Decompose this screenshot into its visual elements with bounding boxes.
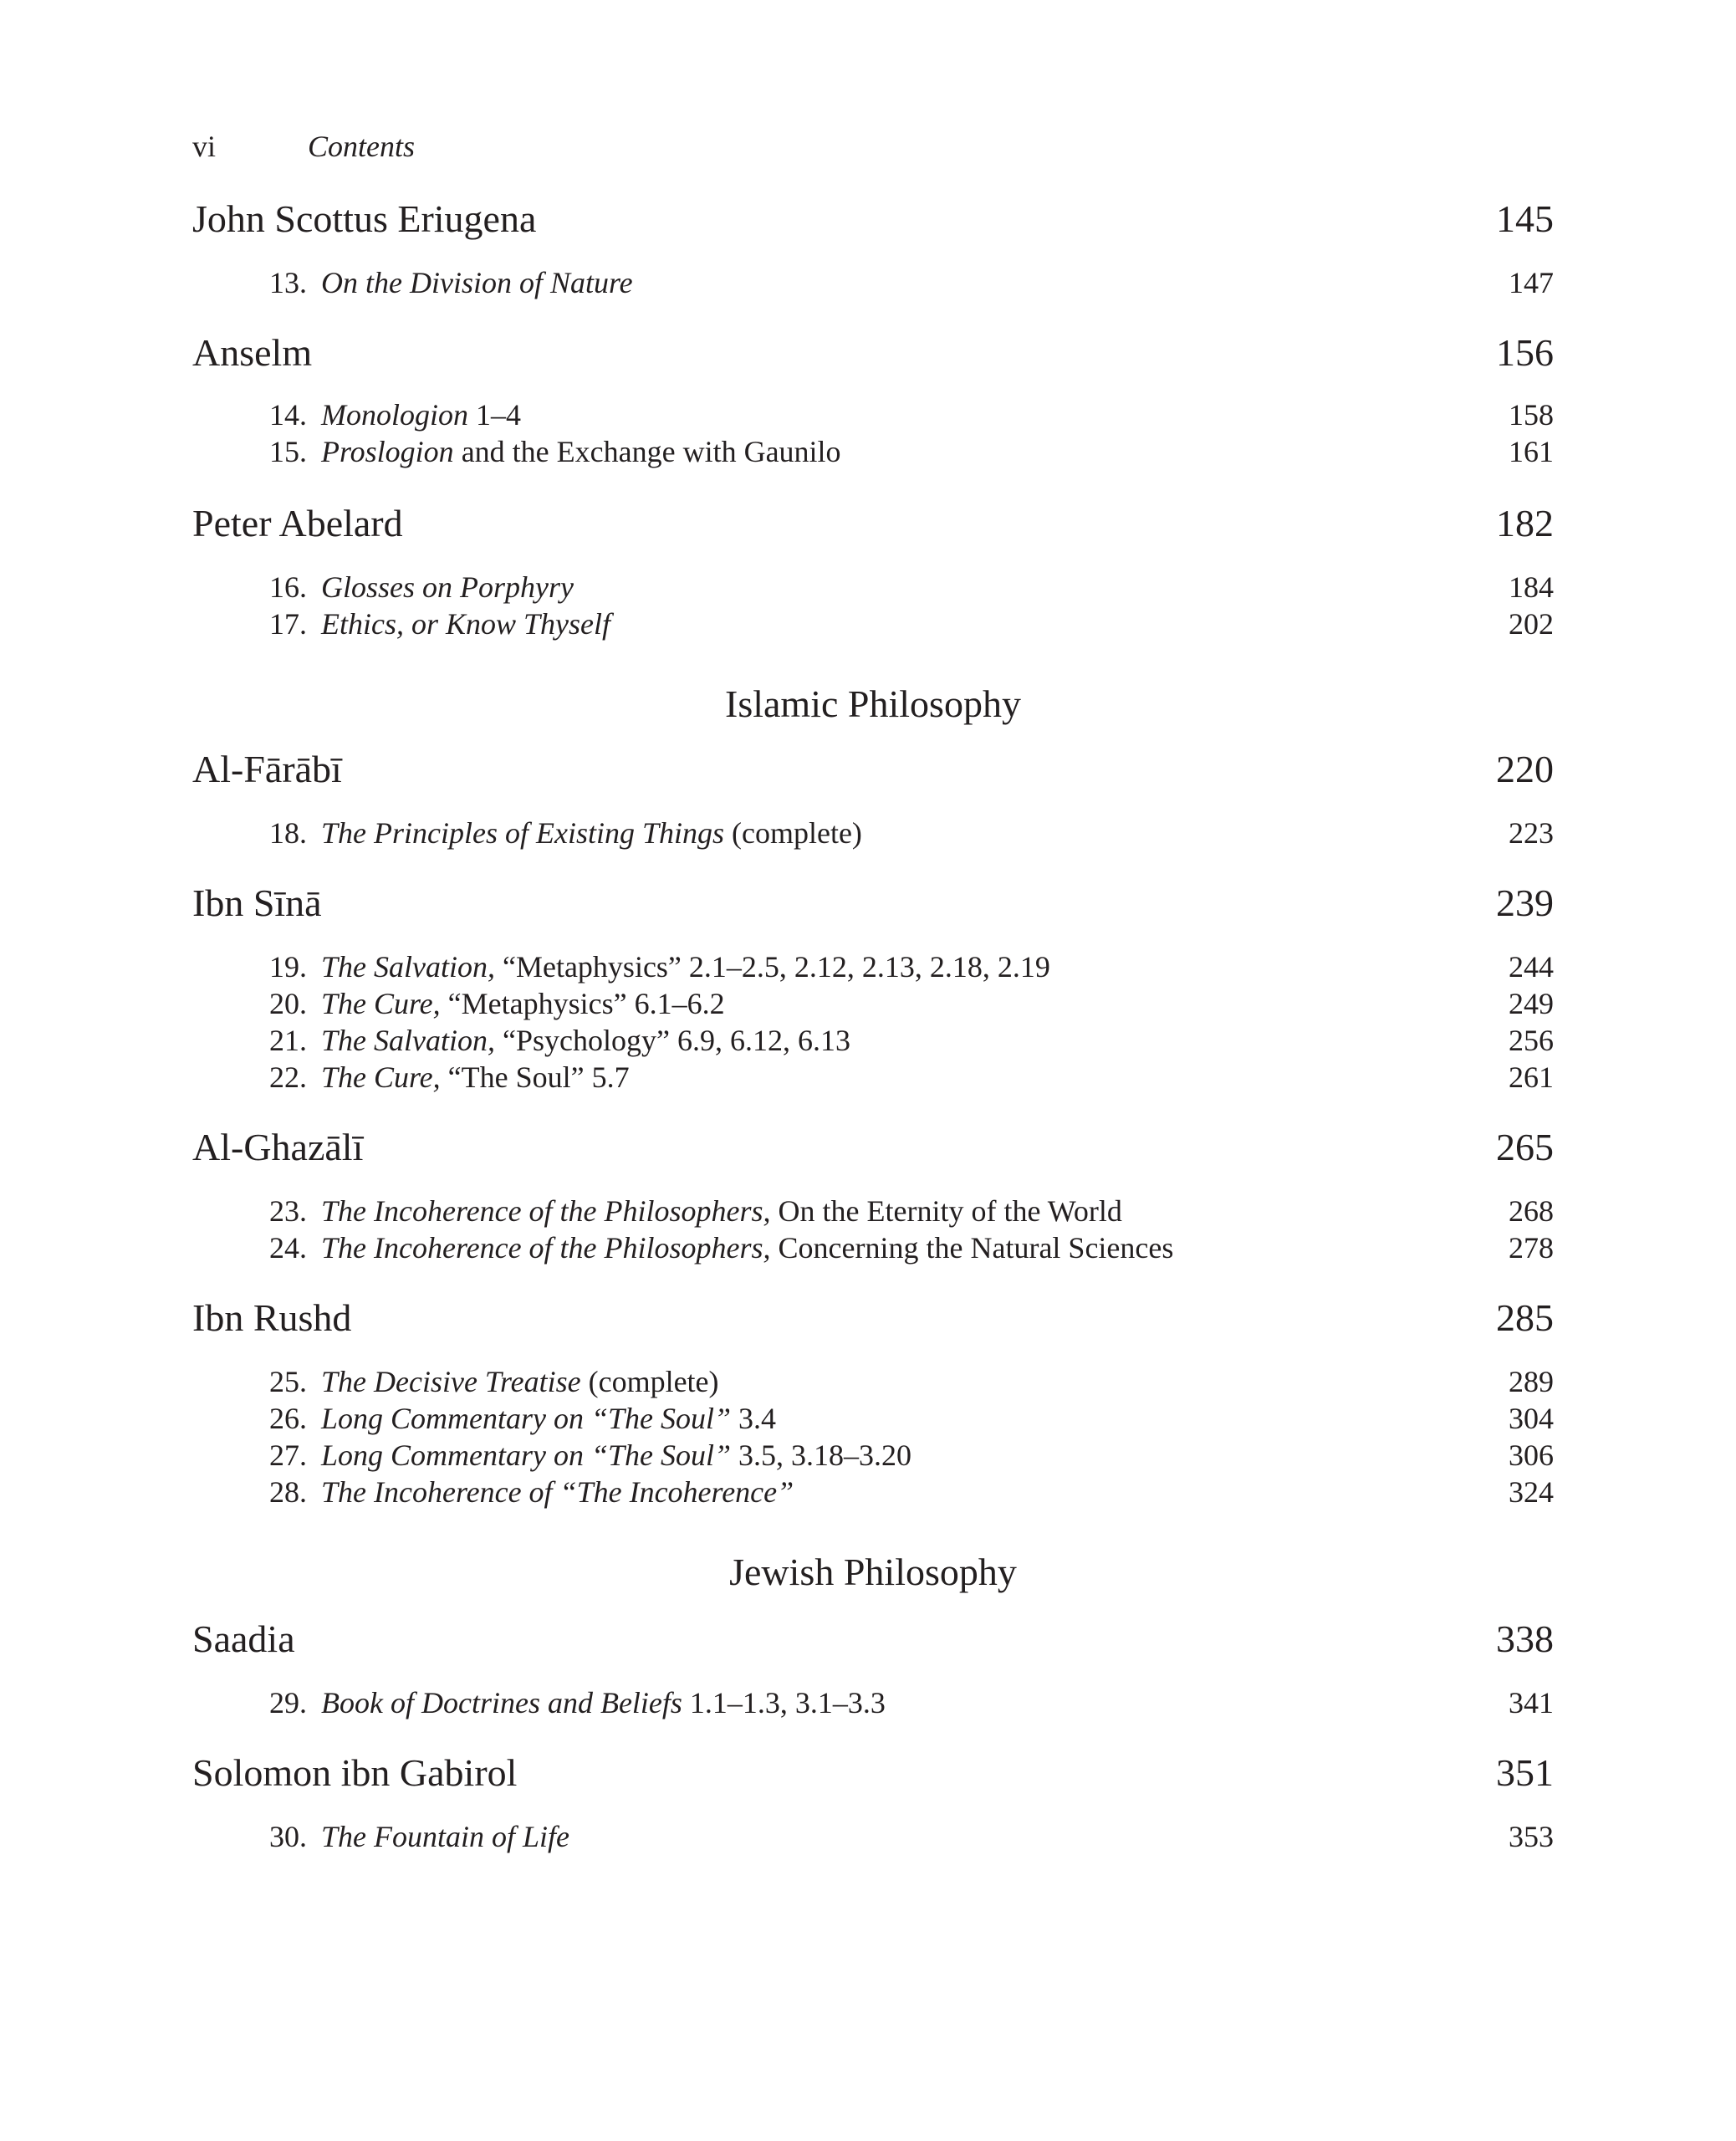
- author-name: Solomon ibn Gabirol: [192, 1751, 518, 1794]
- entry-number: 26.: [269, 1402, 307, 1435]
- entry-title: [321, 1400, 776, 1437]
- author-name: Saadia: [192, 1617, 295, 1660]
- entry-title: [321, 569, 574, 606]
- entry-number: 20.: [269, 987, 307, 1020]
- entry-number: 14.: [269, 398, 307, 432]
- entry-title-italic: The Incoherence of the Philosophers,: [321, 1194, 771, 1228]
- entry-number: 28.: [269, 1475, 307, 1509]
- author-page-number: 265: [1496, 1126, 1554, 1168]
- toc-entry[interactable]: [269, 606, 1554, 642]
- entry-title: [321, 433, 841, 470]
- toc-entry[interactable]: [269, 985, 1554, 1022]
- author-page-number: 338: [1496, 1617, 1554, 1660]
- entry-number: 17.: [269, 607, 307, 641]
- entry-title-roman: “Metaphysics” 2.1–2.5, 2.12, 2.13, 2.18, 2.19: [494, 950, 1050, 984]
- entry-page-number: 353: [1509, 1820, 1554, 1853]
- entry-title-italic: The Fountain of Life: [321, 1820, 569, 1853]
- entry-number: 19.: [269, 950, 307, 984]
- entry-title-italic: The Incoherence of the Philosophers,: [321, 1231, 771, 1265]
- entry-title: [321, 1022, 850, 1059]
- entry-title-roman: 1–4: [468, 398, 521, 432]
- entry-title-italic: Proslogion: [321, 435, 454, 468]
- entry-number: 25.: [269, 1365, 307, 1398]
- page-folio: vi: [192, 130, 217, 163]
- entry-title-roman: On the Eternity of the World: [770, 1194, 1122, 1228]
- entry-page-number: 244: [1509, 950, 1554, 984]
- author-name: Peter Abelard: [192, 502, 403, 544]
- entry-title: [321, 1193, 1122, 1229]
- entry-title-italic: Long Commentary on “The Soul”: [321, 1402, 732, 1435]
- entry-title-italic: The Cure,: [321, 1060, 441, 1094]
- entry-title-italic: The Incoherence of “The Incoherence”: [321, 1475, 794, 1509]
- toc-entry[interactable]: [269, 815, 1554, 851]
- entry-page-number: 256: [1509, 1024, 1554, 1057]
- toc-entry[interactable]: [269, 433, 1554, 470]
- entry-title-roman: “Psychology” 6.9, 6.12, 6.13: [494, 1024, 850, 1057]
- entry-title-italic: Monologion: [321, 398, 468, 432]
- entry-title-italic: Glosses on Porphyry: [321, 570, 574, 604]
- entry-title: [321, 264, 633, 301]
- section-heading: Jewish Philosophy: [729, 1551, 1017, 1593]
- entry-title-italic: On the Division of Nature: [321, 266, 633, 299]
- author-heading[interactable]: [192, 878, 1554, 928]
- author-name: Al-Ghazālī: [192, 1126, 364, 1168]
- toc-entry[interactable]: [269, 1193, 1554, 1229]
- entry-title: [321, 1059, 630, 1096]
- entry-title-roman: 3.4: [731, 1402, 777, 1435]
- author-heading[interactable]: [192, 1748, 1554, 1798]
- author-page-number: 220: [1496, 748, 1554, 790]
- entry-page-number: 158: [1509, 398, 1554, 432]
- entry-title-italic: Ethics, or Know Thyself: [321, 607, 611, 641]
- entry-title-italic: Book of Doctrines and Beliefs: [321, 1686, 682, 1719]
- entry-title-roman: (complete): [580, 1365, 719, 1398]
- entry-number: 15.: [269, 435, 307, 468]
- entry-page-number: 268: [1509, 1194, 1554, 1228]
- author-heading[interactable]: [192, 498, 1554, 549]
- entry-title: [321, 1684, 886, 1721]
- entry-number: 24.: [269, 1231, 307, 1265]
- entry-page-number: 306: [1509, 1438, 1554, 1472]
- entry-title-italic: The Cure,: [321, 987, 441, 1020]
- running-head: [192, 125, 415, 167]
- entry-page-number: 184: [1509, 570, 1554, 604]
- entry-title-italic: The Decisive Treatise: [321, 1365, 581, 1398]
- author-heading[interactable]: [192, 744, 1554, 795]
- toc-entry[interactable]: [269, 1022, 1554, 1059]
- author-heading[interactable]: [192, 194, 1554, 244]
- entry-page-number: 278: [1509, 1231, 1554, 1265]
- entry-title: [321, 396, 521, 433]
- entry-title: [321, 985, 725, 1022]
- entry-page-number: 341: [1509, 1686, 1554, 1719]
- entry-page-number: 161: [1509, 435, 1554, 468]
- author-page-number: 145: [1496, 197, 1554, 240]
- entry-title-roman: 3.5, 3.18–3.20: [731, 1438, 912, 1472]
- entry-title-roman: 1.1–1.3, 3.1–3.3: [682, 1686, 886, 1719]
- toc-entry[interactable]: [269, 1400, 1554, 1437]
- toc-entry[interactable]: [269, 1363, 1554, 1400]
- toc-entry[interactable]: [269, 264, 1554, 301]
- entry-number: 21.: [269, 1024, 307, 1057]
- entry-number: 18.: [269, 816, 307, 850]
- entry-page-number: 289: [1509, 1365, 1554, 1398]
- author-name: Ibn Rushd: [192, 1296, 352, 1339]
- entry-page-number: 261: [1509, 1060, 1554, 1094]
- entry-title-roman: (complete): [724, 816, 862, 850]
- entry-title: [321, 1363, 719, 1400]
- entry-number: 23.: [269, 1194, 307, 1228]
- author-name: Ibn Sīnā: [192, 881, 322, 924]
- entry-number: 30.: [269, 1820, 307, 1853]
- entry-page-number: 202: [1509, 607, 1554, 641]
- entry-title-roman: Concerning the Natural Sciences: [770, 1231, 1174, 1265]
- author-page-number: 156: [1496, 331, 1554, 374]
- toc-entry[interactable]: [269, 1818, 1554, 1855]
- entry-title: [321, 1818, 569, 1855]
- entry-title: [321, 1474, 794, 1510]
- toc-entry[interactable]: [269, 1474, 1554, 1510]
- entry-title: [321, 1229, 1173, 1266]
- entry-number: 27.: [269, 1438, 307, 1472]
- entry-page-number: 324: [1509, 1475, 1554, 1509]
- entry-page-number: 223: [1509, 816, 1554, 850]
- toc-entry[interactable]: [269, 948, 1554, 985]
- section-heading: Islamic Philosophy: [725, 682, 1021, 725]
- author-name: Anselm: [192, 331, 313, 374]
- entry-title-italic: The Principles of Existing Things: [321, 816, 724, 850]
- entry-number: 29.: [269, 1686, 307, 1719]
- toc-entry[interactable]: [269, 1437, 1554, 1474]
- entry-number: 13.: [269, 266, 307, 299]
- entry-title: [321, 606, 610, 642]
- toc-entry[interactable]: [269, 569, 1554, 606]
- entry-title: [321, 948, 1050, 985]
- author-page-number: 182: [1496, 502, 1554, 544]
- author-page-number: 239: [1496, 881, 1554, 924]
- entry-page-number: 147: [1509, 266, 1554, 299]
- author-page-number: 285: [1496, 1296, 1554, 1339]
- toc-entry[interactable]: [269, 1684, 1554, 1721]
- author-heading[interactable]: [192, 328, 1554, 378]
- entry-title-italic: The Salvation,: [321, 1024, 495, 1057]
- author-page-number: 351: [1496, 1751, 1554, 1794]
- author-name: John Scottus Eriugena: [192, 197, 537, 240]
- entry-number: 22.: [269, 1060, 307, 1094]
- author-heading[interactable]: [192, 1614, 1554, 1664]
- running-head-title: Contents: [308, 130, 416, 163]
- entry-title-italic: Long Commentary on “The Soul”: [321, 1438, 732, 1472]
- entry-title-roman: “The Soul” 5.7: [440, 1060, 630, 1094]
- toc-entry[interactable]: [269, 1059, 1554, 1096]
- entry-title: [321, 815, 862, 851]
- author-heading[interactable]: [192, 1122, 1554, 1173]
- entry-title: [321, 1437, 911, 1474]
- entry-page-number: 304: [1509, 1402, 1554, 1435]
- entry-page-number: 249: [1509, 987, 1554, 1020]
- toc-entry[interactable]: [269, 1229, 1554, 1266]
- toc-entry[interactable]: [269, 396, 1554, 433]
- author-name: Al-Fārābī: [192, 748, 342, 790]
- entry-title-italic: The Salvation,: [321, 950, 495, 984]
- author-heading[interactable]: [192, 1293, 1554, 1343]
- entry-number: 16.: [269, 570, 307, 604]
- entry-title-roman: and the Exchange with Gaunilo: [453, 435, 841, 468]
- entry-title-roman: “Metaphysics” 6.1–6.2: [440, 987, 725, 1020]
